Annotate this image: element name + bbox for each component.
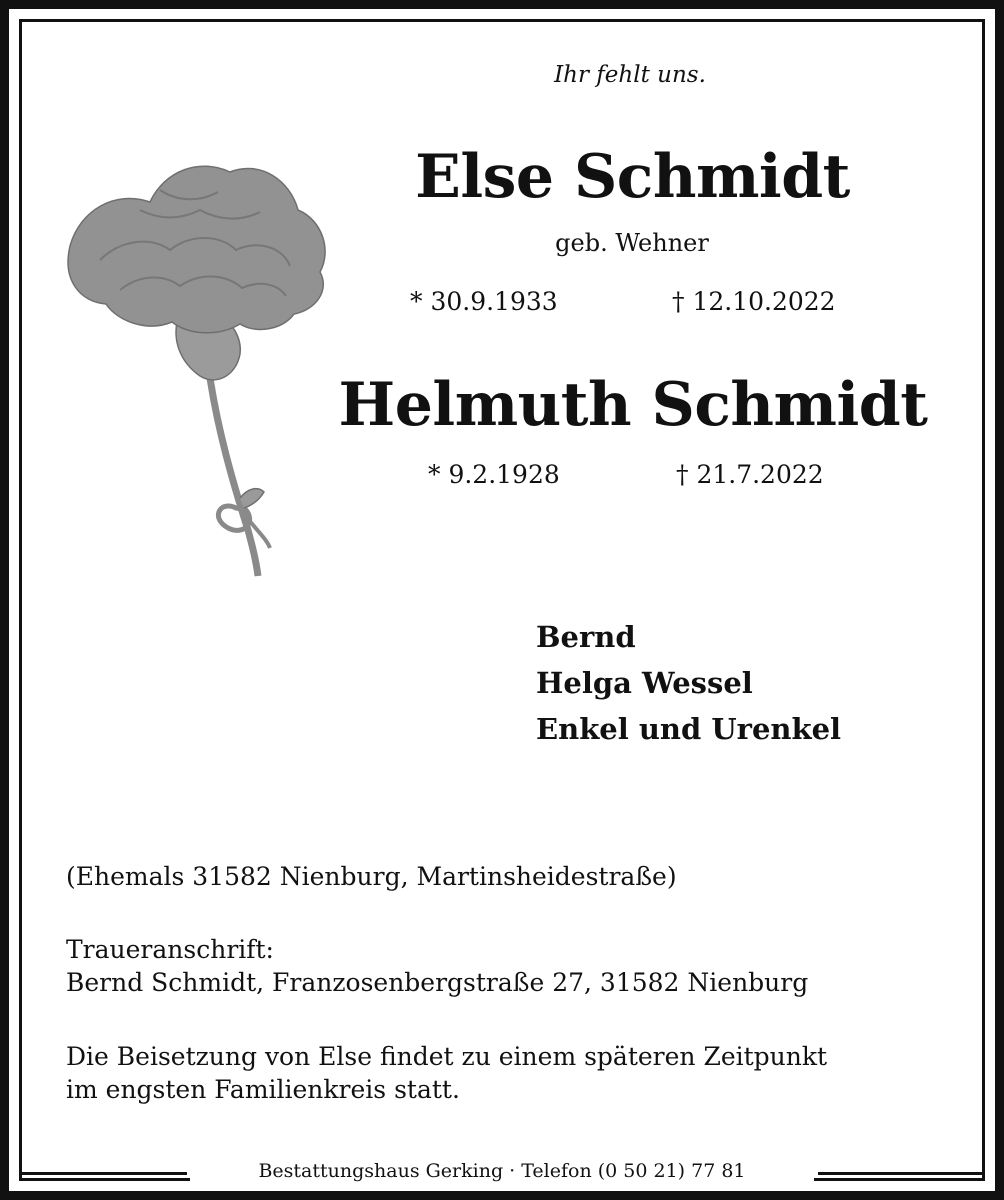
burial-note-line: im engsten Familienkreis statt. xyxy=(66,1075,460,1104)
footer-rule-right xyxy=(818,1172,982,1175)
maiden-name: geb. Wehner xyxy=(555,229,709,257)
footer-rule-left xyxy=(22,1172,187,1175)
birth-date-else: * 30.9.1933 xyxy=(410,287,558,316)
mourners-list xyxy=(536,614,841,752)
burial-note xyxy=(66,1040,827,1106)
birth-date-helmuth: * 9.2.1928 xyxy=(428,460,560,489)
mourning-address-label: Traueranschrift: xyxy=(66,935,274,964)
mourning-address xyxy=(66,933,808,999)
funeral-home-footer: Bestattungshaus Gerking · Telefon (0 50 21) 77 81 xyxy=(190,1160,814,1182)
mourner-name: Helga Wessel xyxy=(536,666,753,700)
motto: Ihr fehlt uns. xyxy=(554,62,706,88)
mourning-address-value: Bernd Schmidt, Franzosenbergstraße 27, 31582 Nienburg xyxy=(66,968,809,997)
former-address: (Ehemals 31582 Nienburg, Martinsheidestraße) xyxy=(66,862,677,891)
deceased-name-helmuth: Helmuth Schmidt xyxy=(338,370,928,440)
mourner-name: Enkel und Urenkel xyxy=(536,712,842,746)
burial-note-line: Die Beisetzung von Else findet zu einem späteren Zeitpunkt xyxy=(66,1042,828,1071)
carnation-flower-image xyxy=(60,150,332,578)
mourner-name: Bernd xyxy=(536,620,636,654)
death-date-helmuth: † 21.7.2022 xyxy=(676,460,824,489)
death-date-else: † 12.10.2022 xyxy=(672,287,836,316)
deceased-name-else: Else Schmidt xyxy=(415,142,850,212)
